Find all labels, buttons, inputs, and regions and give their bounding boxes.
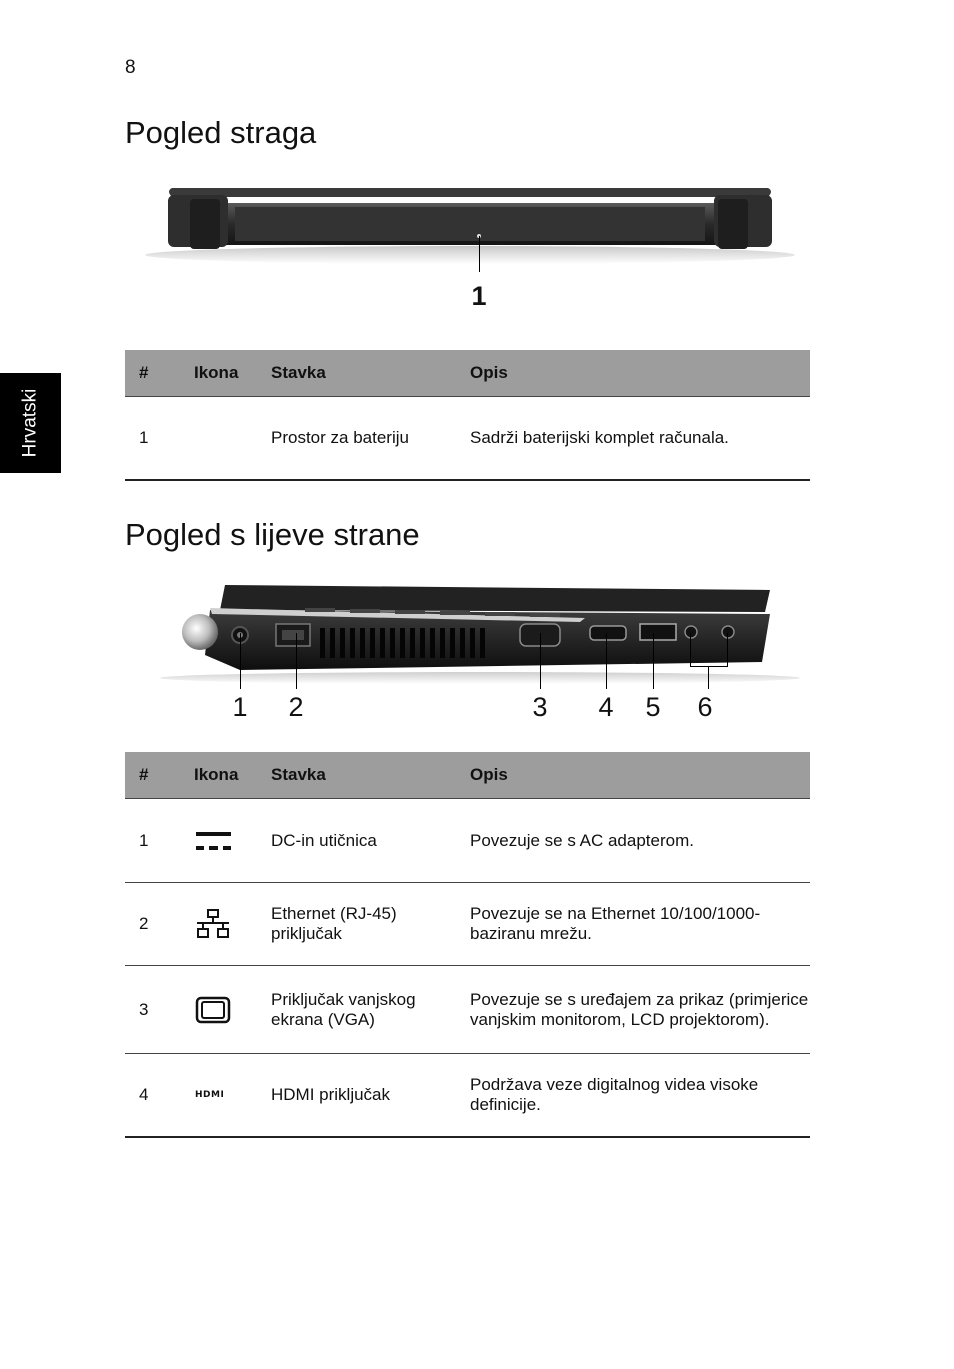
row-item: Priključak vanjskog ekrana (VGA) <box>257 966 456 1054</box>
dc-in-icon <box>195 829 233 853</box>
vga-icon <box>195 996 231 1024</box>
left-view-illustration <box>150 580 800 690</box>
header-item: Stavka <box>257 752 456 799</box>
row-num: 1 <box>125 799 180 883</box>
header-num: # <box>125 752 180 799</box>
table-header-row <box>125 350 810 397</box>
left-callout-line-6b <box>727 633 728 666</box>
rear-callout-1: 1 <box>471 281 487 311</box>
row-num: 1 <box>125 397 180 480</box>
left-callout-line-3 <box>540 633 541 689</box>
row-desc: Sadrži baterijski komplet računala. <box>456 397 810 480</box>
row-desc: Povezuje se s AC adapterom. <box>456 799 810 883</box>
left-callout-2: 2 <box>288 692 304 722</box>
hdmi-icon: HDMI <box>195 1089 225 1100</box>
left-callout-line-1 <box>240 633 241 689</box>
left-callout-line-5 <box>653 633 654 689</box>
table-row <box>125 397 810 480</box>
language-tab-label: Hrvatski <box>19 388 41 458</box>
left-callout-1: 1 <box>232 692 248 722</box>
left-callout-3: 3 <box>532 692 548 722</box>
header-desc: Opis <box>456 350 810 397</box>
row-item: HDMI priključak <box>257 1054 456 1137</box>
table-header-row <box>125 752 810 799</box>
page-number: 8 <box>125 57 136 78</box>
row-item: Prostor za bateriju <box>257 397 456 480</box>
row-desc: Povezuje se s uređajem za prikaz (primjerice vanjskim monitorom, LCD projektorom). <box>456 966 810 1054</box>
left-view-table <box>125 752 810 1138</box>
rear-view-title: Pogled straga <box>125 115 317 150</box>
row-item: Ethernet (RJ-45) priključak <box>257 883 456 966</box>
left-callout-4: 4 <box>598 692 614 722</box>
left-callout-line-6a <box>690 633 691 666</box>
left-view-title: Pogled s lijeve strane <box>125 517 420 552</box>
row-num: 3 <box>125 966 180 1054</box>
header-icon: Ikona <box>180 752 257 799</box>
left-callout-bracket-6 <box>690 666 728 667</box>
table-row <box>125 966 810 1054</box>
left-callout-6: 6 <box>697 692 713 722</box>
rear-view-table <box>125 350 810 481</box>
header-item: Stavka <box>257 350 456 397</box>
left-callout-line-4 <box>606 633 607 689</box>
header-icon: Ikona <box>180 350 257 397</box>
table-row <box>125 799 810 883</box>
rear-callout-line-1 <box>479 236 480 272</box>
row-desc: Povezuje se na Ethernet 10/100/1000-baziranu mrežu. <box>456 883 810 966</box>
left-callout-line-6 <box>708 666 709 689</box>
table-row <box>125 883 810 966</box>
row-icon <box>180 883 257 966</box>
left-callout-line-2 <box>296 633 297 689</box>
header-num: # <box>125 350 180 397</box>
rear-view-illustration <box>140 183 800 273</box>
row-icon <box>180 1054 257 1137</box>
row-icon <box>180 966 257 1054</box>
row-desc: Podržava veze digitalnog videa visoke definicije. <box>456 1054 810 1137</box>
row-item: DC-in utičnica <box>257 799 456 883</box>
row-icon <box>180 799 257 883</box>
row-num: 2 <box>125 883 180 966</box>
header-desc: Opis <box>456 752 810 799</box>
table-row <box>125 1054 810 1137</box>
ethernet-icon <box>195 909 231 939</box>
row-icon <box>180 397 257 480</box>
language-tab <box>0 373 61 473</box>
left-callout-5: 5 <box>645 692 661 722</box>
row-num: 4 <box>125 1054 180 1137</box>
